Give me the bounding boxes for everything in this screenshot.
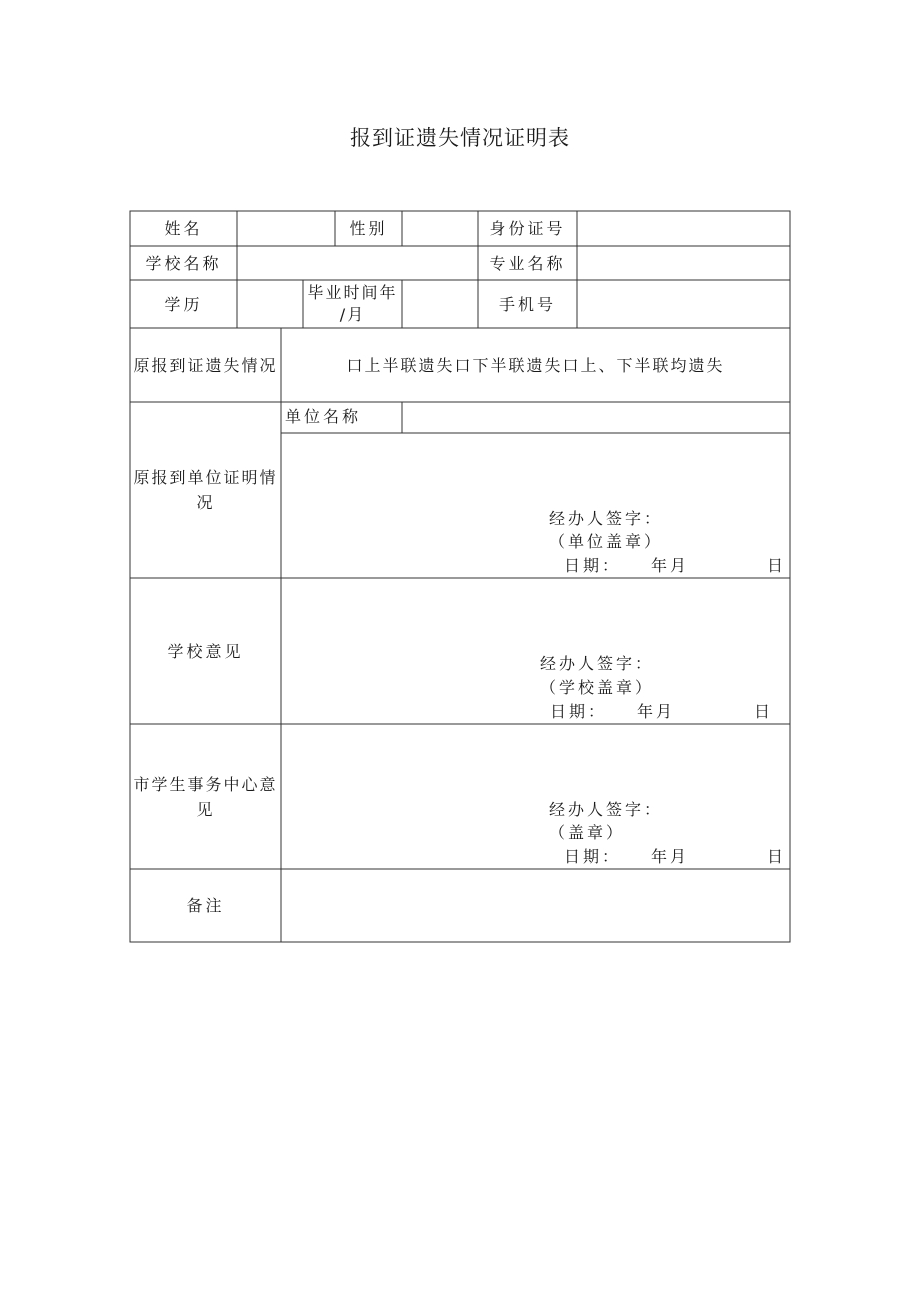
- unit-handler-signature-label: 经办人签字：: [549, 509, 664, 528]
- gender-field[interactable]: [403, 212, 477, 245]
- remarks-label: 备注: [186, 896, 225, 915]
- center-handler-signature-label: 经办人签字：: [549, 800, 664, 819]
- graduation-time-label-line2: /月: [339, 305, 366, 324]
- unit-proof-content-field[interactable]: [282, 434, 789, 494]
- center-date-year-month: 年月: [651, 847, 690, 866]
- school-name-label: 学校名称: [145, 253, 222, 273]
- unit-proof-label-line2: 况: [196, 493, 215, 512]
- center-opinion-label: [130, 724, 281, 869]
- name-label: 姓名: [164, 219, 203, 238]
- phone-label: 手机号: [498, 294, 556, 314]
- education-field[interactable]: [238, 281, 302, 327]
- unit-name-field[interactable]: [403, 403, 789, 432]
- center-opinion-label-line2: 见: [196, 799, 215, 819]
- center-opinion-label-line1: 市学生事务中心意: [133, 774, 278, 794]
- school-date-year-month: 年月: [637, 702, 676, 721]
- unit-name-label: 单位名称: [285, 407, 362, 426]
- gender-label: 性别: [349, 219, 388, 238]
- school-date-day: 日: [754, 702, 774, 721]
- center-date-day: 日: [767, 847, 787, 866]
- graduation-time-label-line1: 毕业时间年: [307, 283, 398, 302]
- unit-date-label: 日期：: [564, 556, 622, 575]
- school-name-field[interactable]: [238, 247, 477, 279]
- graduation-time-label: [303, 280, 402, 328]
- unit-date-day: 日: [767, 556, 787, 575]
- school-opinion-field[interactable]: [282, 579, 789, 649]
- major-name-label: 专业名称: [489, 253, 566, 273]
- school-handler-signature-label: 经办人签字：: [540, 654, 655, 673]
- loss-options[interactable]: 口上半联遗失口下半联遗失口上、下半联均遗失: [346, 355, 725, 375]
- remarks-field[interactable]: [282, 870, 789, 941]
- id-number-label: 身份证号: [489, 219, 566, 238]
- school-date-label: 日期：: [550, 702, 608, 721]
- unit-seal-label: （单位盖章）: [549, 532, 664, 551]
- major-name-field[interactable]: [578, 247, 789, 279]
- unit-proof-label: [130, 402, 281, 578]
- loss-situation-label: 原报到证遗失情况: [133, 355, 278, 375]
- center-date-label: 日期：: [564, 847, 622, 866]
- center-seal-label: （盖章）: [549, 823, 626, 842]
- id-number-field[interactable]: [578, 212, 789, 245]
- page-title: 报到证遗失情况证明表: [350, 126, 570, 150]
- graduation-time-field[interactable]: [403, 281, 477, 327]
- unit-date-year-month: 年月: [651, 556, 690, 575]
- school-opinion-label: 学校意见: [167, 641, 244, 661]
- education-label: 学历: [164, 294, 203, 314]
- unit-proof-label-line1: 原报到单位证明情: [133, 468, 278, 487]
- center-opinion-field[interactable]: [282, 725, 789, 795]
- phone-field[interactable]: [578, 281, 789, 327]
- school-seal-label: （学校盖章）: [540, 678, 655, 697]
- name-field[interactable]: [238, 212, 334, 245]
